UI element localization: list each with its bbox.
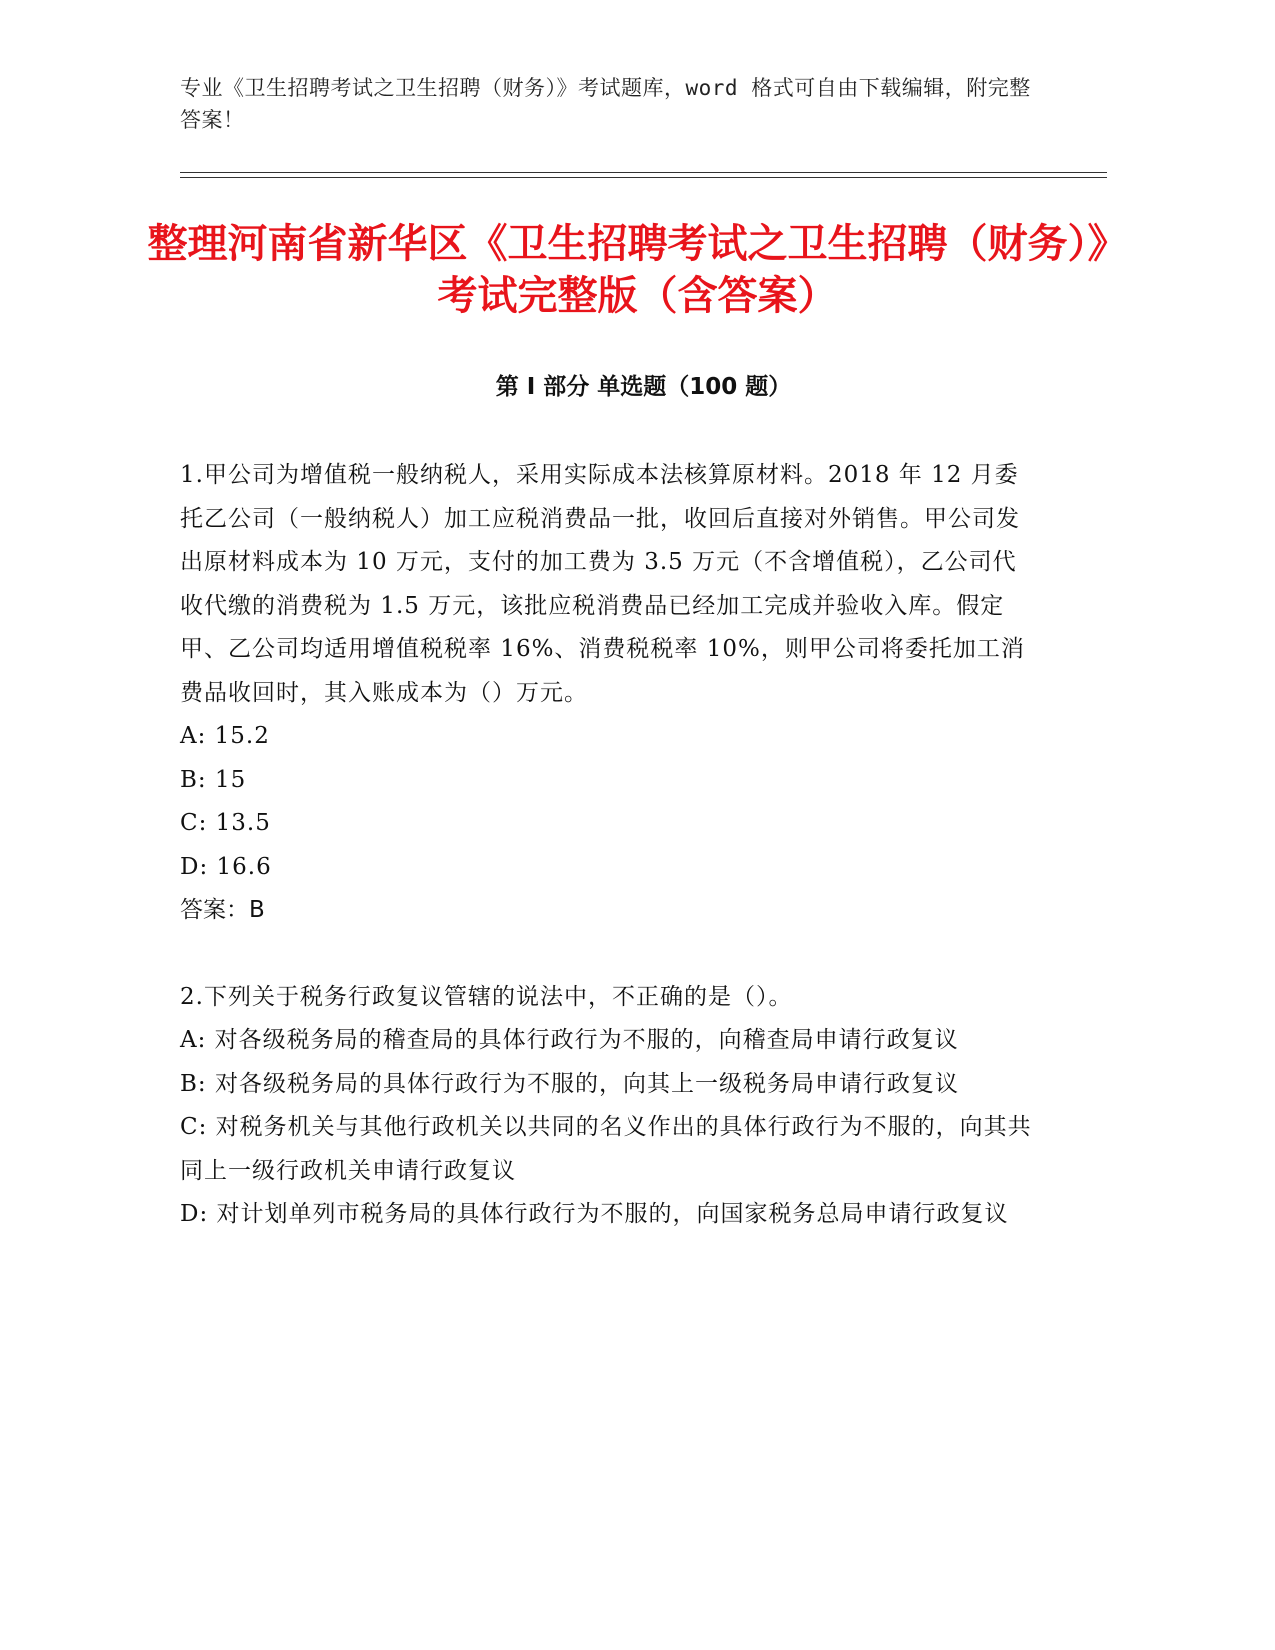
option-a: A: 15.2 [180, 723, 270, 749]
question-text: 2.下列关于税务行政复议管辖的说法中，不正确的是（）。 [180, 983, 793, 1010]
option-b: B: 对各级税务局的具体行政行为不服的，向其上一级税务局申请行政复议 [180, 1070, 959, 1097]
answer-line: 答案：B [180, 897, 265, 923]
option-c: C: 对税务机关与其他行政机关以共同的名义作出的具体行政行为不服的，向其共同上一级行政机关申请行政复议 [180, 1114, 1032, 1184]
option-d: D: 对计划单列市税务局的具体行政行为不服的，向国家税务总局申请行政复议 [180, 1201, 1009, 1227]
question-text: 1.甲公司为增值税一般纳税人，采用实际成本法核算原材料。2018 年 12 月委托乙公司（一般纳税人）加工应税消费品一批，收回后直接对外销售。甲公司发出原材料成本为 10 万元，支付的加工费为 3.5 万元（不含增值税），乙公司代收代缴的消费税为 1.5 万元，该批应税消费品已经加工完成并验收入库。假定甲、乙公司均适用增值税税率 16%、消费税税率 10%，则甲公司将委托加工消费品收回时，其入账成本为（）万元。 [180, 462, 1025, 706]
question-item [180, 976, 1040, 1237]
option-d: D: 16.6 [180, 853, 272, 880]
option-b: B: 15 [180, 766, 247, 793]
question-list [180, 454, 1040, 1280]
section-heading: 第 I 部分 单选题（100 题） [495, 374, 792, 400]
header-divider-top [180, 172, 1107, 173]
question-item [180, 454, 1040, 933]
option-a: A: 对各级税务局的稽查局的具体行政行为不服的，向稽查局申请行政复议 [180, 1027, 959, 1053]
header-note: 专业《卫生招聘考试之卫生招聘（财务）》考试题库，word 格式可自由下载编辑，附完整答案！ [180, 76, 1031, 132]
document-title: 整理河南省新华区《卫生招聘考试之卫生招聘（财务）》考试完整版（含答案） [147, 221, 1128, 319]
header-divider-bottom [180, 177, 1107, 178]
option-c: C: 13.5 [180, 810, 271, 836]
